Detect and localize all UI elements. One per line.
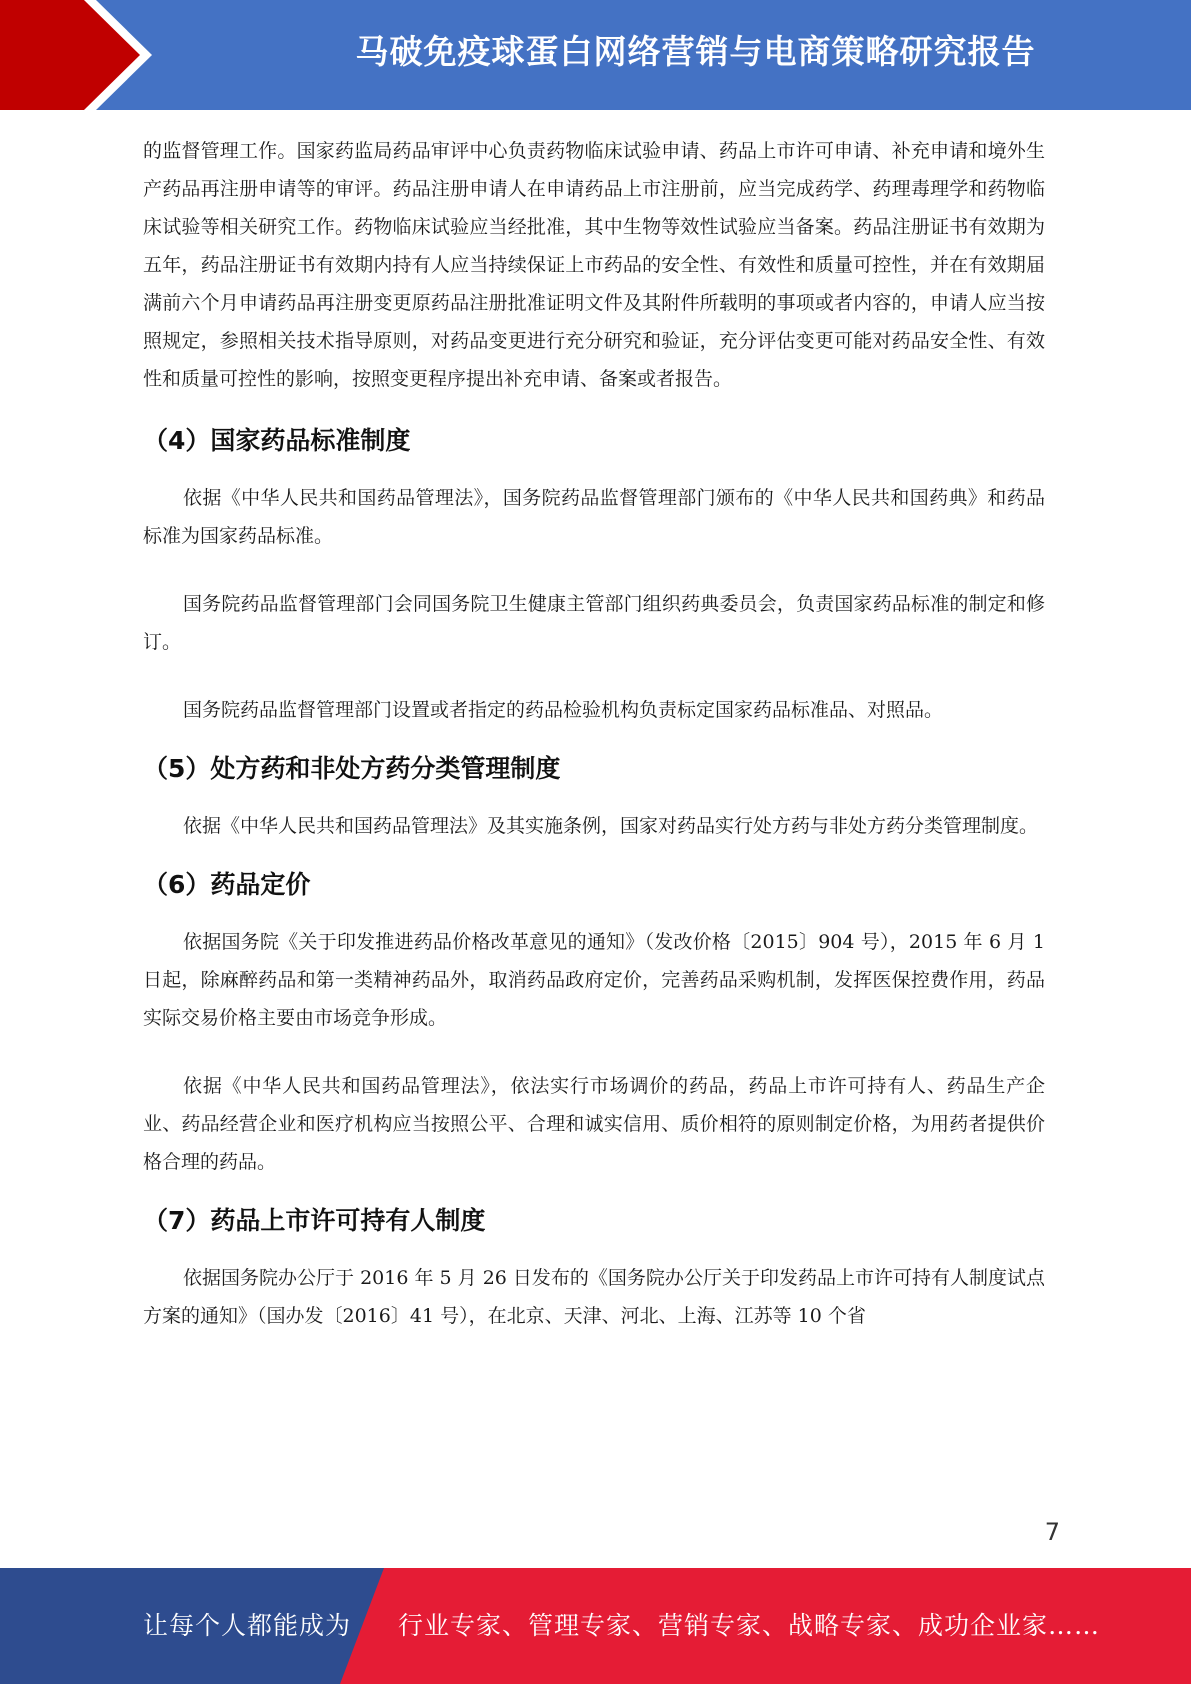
- section-heading-6: （6）药品定价: [143, 870, 311, 899]
- section6-paragraph-1: 依据国务院《关于印发推进药品价格改革意见的通知》（发改价格〔2015〕904 号），2015 年 6 月 1 日起，除麻醉药品和第一类精神药品外，取消药品政府定价，完善药品采购机制，发挥医保控费作用，药品实际交易价格主要由市场竞争形成。: [143, 931, 1045, 1029]
- section-heading-7: （7）药品上市许可持有人制度: [143, 1206, 486, 1235]
- page-number: 7: [1044, 1518, 1060, 1546]
- page-header: [0, 0, 1191, 110]
- footer-slogan-left: 让每个人都能成为: [143, 1611, 352, 1640]
- section-heading-4: （4）国家药品标准制度: [143, 426, 411, 455]
- section4-paragraph-3: 国务院药品监督管理部门设置或者指定的药品检验机构负责标定国家药品标准品、对照品。: [183, 699, 944, 721]
- section7-paragraph-1: 依据国务院办公厅于 2016 年 5 月 26 日发布的《国务院办公厅关于印发药品上市许可持有人制度试点方案的通知》（国办发〔2016〕41 号），在北京、天津、河北、上海、江苏等 10 个省: [143, 1267, 1045, 1327]
- header-red-chevron: [0, 0, 140, 110]
- section5-paragraph-1: 依据《中华人民共和国药品管理法》及其实施条例，国家对药品实行处方药与非处方药分类管理制度。: [183, 815, 1039, 837]
- footer-slogan-right: 行业专家、管理专家、营销专家、战略专家、成功企业家……: [398, 1611, 1101, 1640]
- intro-paragraph: 的监督管理工作。国家药监局药品审评中心负责药物临床试验申请、药品上市许可申请、补充申请和境外生产药品再注册申请等的审评。药品注册申请人在申请药品上市注册前，应当完成药学、药理毒理学和药物临床试验等相关研究工作。药物临床试验应当经批准，其中生物等效性试验应当备案。药品注册证书有效期为五年，药品注册证书有效期内持有人应当持续保证上市药品的安全性、有效性和质量可控性，并在有效期届满前六个月申请药品再注册变更原药品注册批准证明文件及其附件所载明的事项或者内容的，申请人应当按照规定，参照相关技术指导原则，对药品变更进行充分研究和验证，充分评估变更可能对药品安全性、有效性和质量可控性的影响，按照变更程序提出补充申请、备案或者报告。: [143, 140, 1045, 390]
- report-title: 马破免疫球蛋白网络营销与电商策略研究报告: [355, 32, 1036, 71]
- section4-paragraph-1: 依据《中华人民共和国药品管理法》，国务院药品监督管理部门颁布的《中华人民共和国药典》和药品标准为国家药品标准。: [143, 487, 1045, 547]
- section6-paragraph-2: 依据《中华人民共和国药品管理法》，依法实行市场调价的药品，药品上市许可持有人、药品生产企业、药品经营企业和医疗机构应当按照公平、合理和诚实信用、质价相符的原则制定价格，为用药者提供价格合理的药品。: [143, 1075, 1045, 1173]
- section4-paragraph-2: 国务院药品监督管理部门会同国务院卫生健康主管部门组织药典委员会，负责国家药品标准的制定和修订。: [143, 593, 1045, 653]
- document-body: [143, 132, 1045, 1335]
- page-footer: [0, 1568, 1191, 1684]
- section-heading-5: （5）处方药和非处方药分类管理制度: [143, 754, 561, 783]
